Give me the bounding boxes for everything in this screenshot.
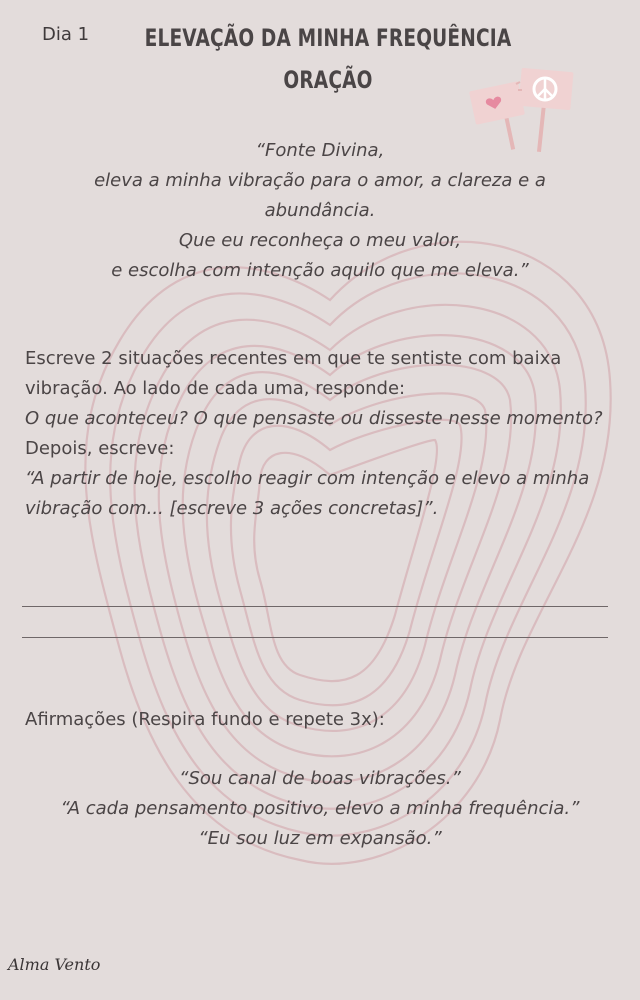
page-title: ELEVAÇÃO DA MINHA FREQUÊNCIA xyxy=(144,24,512,52)
day-label: Dia 1 xyxy=(42,24,90,45)
exercise-instruction: Escreve 2 situações recentes em que te sentiste com baixa vibração. Ao lado de cada uma, responde: xyxy=(25,348,562,399)
exercise-questions: O que aconteceu? O que pensaste ou disseste nesse momento? xyxy=(25,408,603,429)
prayer-line: e escolha com intenção aquilo que me eleva.” xyxy=(111,260,529,281)
writing-line[interactable] xyxy=(22,606,608,607)
prayer-line: “Fonte Divina, xyxy=(255,140,385,161)
exercise-block xyxy=(25,344,610,524)
writing-line[interactable] xyxy=(22,637,608,638)
affirmation-item: “Eu sou luz em expansão.” xyxy=(198,828,442,849)
prayer-block xyxy=(40,136,600,286)
affirmation-item: “Sou canal de boas vibrações.” xyxy=(179,768,461,789)
prayer-line: eleva a minha vibração para o amor, a clareza e a xyxy=(94,170,546,191)
prayer-line: Que eu reconheça o meu valor, xyxy=(178,230,462,251)
affirmation-item: “A cada pensamento positivo, elevo a minha frequência.” xyxy=(60,798,580,819)
signature: Alma Vento xyxy=(8,955,101,974)
exercise-statement: “A partir de hoje, escolho reagir com intenção e elevo a minha vibração com... [escreve 3 ações concretas]”. xyxy=(25,468,590,519)
prayer-line: abundância. xyxy=(264,200,376,221)
affirmations-list xyxy=(20,764,620,854)
exercise-then: Depois, escreve: xyxy=(25,438,175,459)
affirmations-heading: Afirmações (Respira fundo e repete 3x): xyxy=(25,709,385,730)
section-title: ORAÇÃO xyxy=(283,66,373,94)
